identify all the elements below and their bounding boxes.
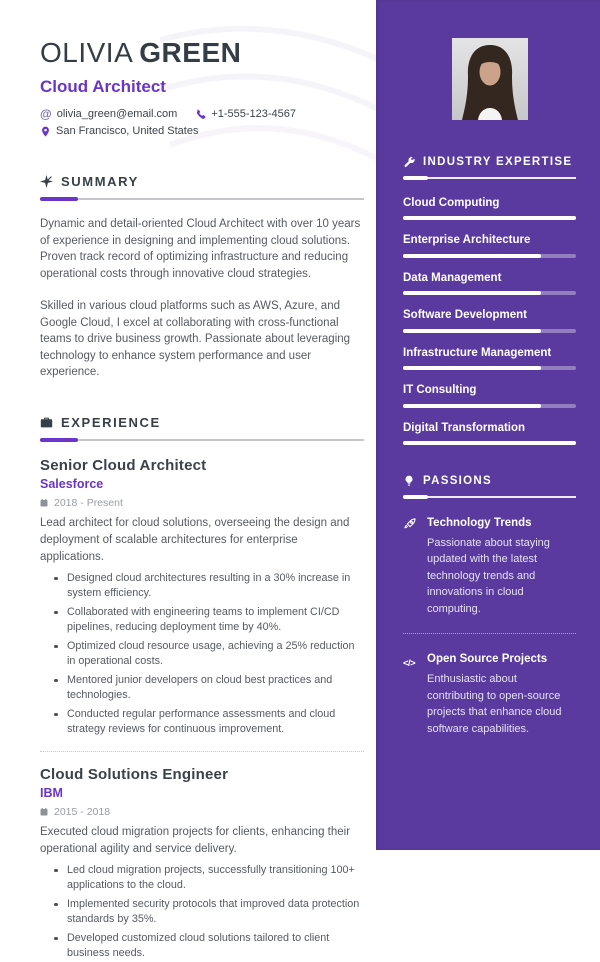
location-text: San Francisco, United States (56, 125, 199, 137)
contact-row-1 (40, 106, 364, 123)
summary-paragraph: Dynamic and detail-oriented Cloud Architect with over 10 years of experience in designing and implementing cloud solutions. Proven track record of optimizing infrastructure and reducing operational costs through innovative cloud strategies. (40, 218, 361, 280)
passion-text: Passionate about staying updated with the latest technology trends and innovations in cloud computing. (427, 536, 550, 615)
skill-bar (403, 329, 576, 333)
first-name: OLIVIA (40, 37, 134, 68)
summary-heading-label: SUMMARY (61, 174, 139, 189)
wrench-icon (403, 156, 415, 168)
sidebar (376, 0, 600, 850)
skill-label: Infrastructure Management (403, 346, 552, 359)
company-name: IBM (40, 785, 63, 800)
experience-heading-label: EXPERIENCE (61, 414, 161, 430)
job-bullet: Designed cloud architectures resulting in a 30% increase in system efficiency. (54, 571, 364, 602)
job-bullet: Led cloud migration projects, successfully transitioning 100+ applications to the cloud. (54, 863, 364, 894)
phone-icon (195, 109, 206, 120)
job-bullet: Mentored junior developers on cloud best practices and technologies. (54, 673, 364, 704)
phone-link[interactable] (195, 106, 296, 123)
passion-title: Technology Trends (427, 516, 532, 529)
passion-divider (403, 633, 576, 634)
passion-item (403, 652, 576, 737)
sparkle-icon (40, 175, 53, 188)
skill-bar-fill (403, 291, 541, 295)
lightbulb-icon (403, 475, 415, 487)
email-link[interactable] (40, 106, 177, 123)
experience-entry (40, 766, 364, 962)
skill-bar-fill (403, 216, 576, 220)
entry-divider (40, 751, 364, 752)
rule-accent (40, 197, 78, 201)
date-range-text: 2015 - 2018 (54, 805, 111, 818)
last-name: GREEN (139, 37, 242, 68)
job-bullet: Collaborated with engineering teams to implement CI/CD pipelines, reducing deployment time by 40%. (54, 605, 364, 636)
skill-bar (403, 216, 576, 220)
passion-text: Enthusiastic about contributing to open-source projects that enhance cloud software capabilities. (427, 673, 562, 735)
industry-expertise-section (403, 156, 576, 445)
code-icon: </> (403, 658, 416, 669)
passion-title: Open Source Projects (427, 653, 548, 665)
job-bullet: Optimized cloud resource usage, achieving a 25% reduction in operational costs. (54, 639, 364, 670)
summary-heading (40, 174, 364, 189)
job-bullet: Conducted regular performance assessments and cloud strategy reviews for continuous improvement. (54, 707, 364, 738)
date-range (40, 806, 364, 818)
briefcase-icon (40, 416, 53, 429)
experience-heading (40, 415, 364, 430)
passions-heading (403, 475, 576, 487)
pin-icon (40, 126, 51, 137)
calendar-icon (40, 808, 48, 816)
passion-body (427, 652, 576, 737)
job-bullet: Developed customized cloud solutions tailored to client business needs. (54, 931, 364, 962)
skill-item (403, 271, 576, 296)
at-icon: @ (40, 107, 52, 121)
rocket-icon (403, 516, 418, 618)
passion-body (427, 516, 576, 618)
rule-accent-white (403, 176, 428, 180)
skill-item (403, 383, 576, 408)
section-rule-white (403, 177, 576, 179)
skill-item (403, 196, 576, 221)
location-item (40, 123, 198, 140)
date-range (40, 497, 364, 509)
passion-item (403, 516, 576, 618)
profile-photo (452, 38, 528, 120)
skill-bar (403, 404, 576, 408)
skill-label: Data Management (403, 271, 502, 284)
experience-entry (40, 457, 364, 738)
experience-section (40, 415, 364, 962)
skill-bar (403, 441, 576, 445)
section-rule (40, 439, 364, 441)
job-title: Cloud Solutions Engineer (40, 765, 229, 783)
rule-accent (40, 438, 78, 442)
skill-bar (403, 366, 576, 370)
industry-expertise-label: INDUSTRY EXPERTISE (423, 156, 573, 168)
section-rule-white (403, 496, 576, 498)
skill-bar-fill (403, 329, 541, 333)
company-name: Salesforce (40, 476, 104, 491)
skill-item (403, 233, 576, 258)
skill-label: Digital Transformation (403, 421, 526, 434)
skill-bar-fill (403, 366, 541, 370)
skill-label: Enterprise Architecture (403, 234, 531, 246)
email-text: olivia_green@email.com (56, 108, 178, 120)
contact-row-2 (40, 123, 364, 140)
section-rule (40, 198, 364, 200)
date-range-text: 2018 - Present (54, 496, 123, 509)
summary-paragraph: Skilled in various cloud platforms such as AWS, Azure, and Google Cloud, I excel at collaborating with cross-functional teams to drive business growth. Passionate about leveraging technology to enhance system performance and user experience. (40, 300, 351, 378)
contact-info (40, 106, 364, 140)
skill-item (403, 346, 576, 371)
phone-text: +1-555-123-4567 (211, 108, 297, 120)
rule-accent-white (403, 495, 428, 499)
skill-bar-fill (403, 441, 576, 445)
passions-label: PASSIONS (423, 475, 492, 487)
job-title: Senior Cloud Architect (40, 456, 207, 474)
skill-label: Cloud Computing (403, 196, 500, 209)
industry-expertise-heading (403, 156, 576, 168)
job-bullet-list (40, 863, 364, 962)
skill-bar (403, 291, 576, 295)
skill-item (403, 421, 576, 446)
passions-section (403, 475, 576, 737)
calendar-icon (40, 499, 48, 507)
skill-bar-fill (403, 254, 541, 258)
skill-item (403, 308, 576, 333)
skill-label: Software Development (403, 309, 527, 321)
skill-bar (403, 254, 576, 258)
job-description: Executed cloud migration projects for clients, enhancing their operational agility and service delivery. (40, 825, 351, 855)
job-description: Lead architect for cloud solutions, overseeing the design and deployment of scalable architectures for enterprise applications. (40, 516, 350, 563)
resume-header (40, 38, 364, 140)
summary-section (40, 174, 364, 381)
page-title (40, 38, 364, 68)
headline-job-title: Cloud Architect (40, 77, 166, 96)
skill-bar-fill (403, 404, 541, 408)
job-bullet-list (40, 571, 364, 738)
job-bullet: Implemented security protocols that improved data protection standards by 35%. (54, 897, 364, 928)
skill-label: IT Consulting (403, 384, 477, 396)
skills-list (403, 196, 576, 446)
